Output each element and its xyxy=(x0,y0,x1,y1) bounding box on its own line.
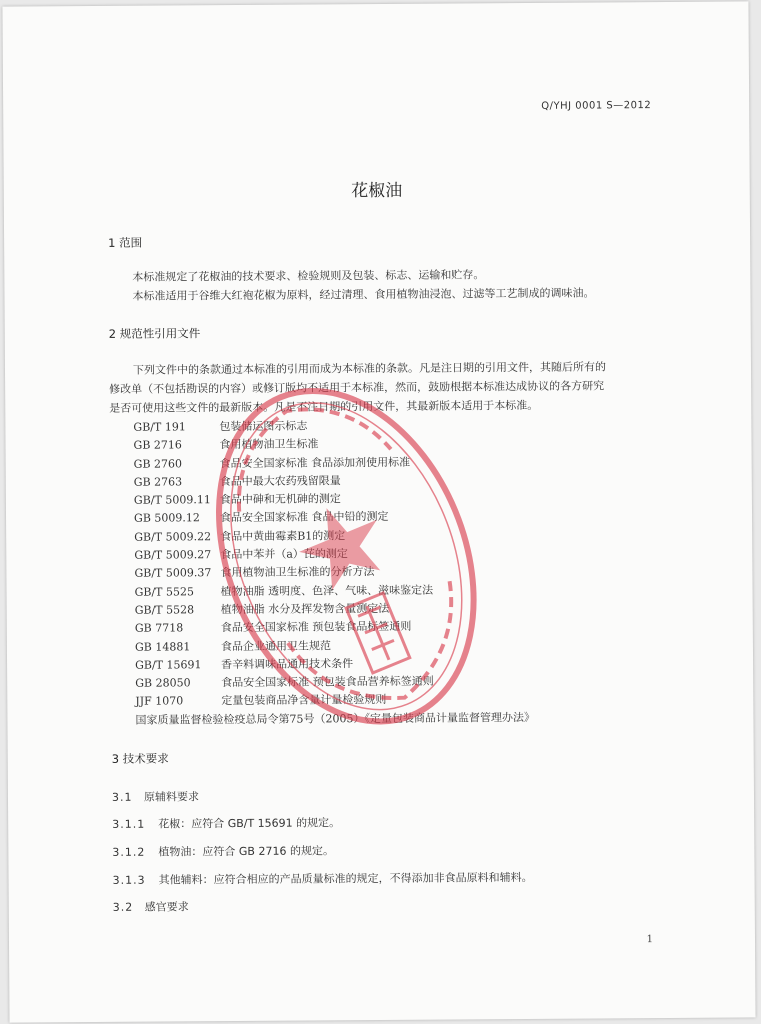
reference-code: GB 28050 xyxy=(135,676,191,690)
reference-code: GB 2760 xyxy=(133,456,183,471)
clause-number: 3.1.1 xyxy=(112,817,146,831)
reference-code: GB/T 5009.11 xyxy=(133,493,211,507)
reference-code: GB 14881 xyxy=(134,639,191,654)
reference-title: 食用植物油卫生标准 xyxy=(219,437,319,452)
normative-intro-line-1: 下列文件中的条款通过本标准的引用而成为本标准的条款。凡是注日期的引用文件，其随后所有的 xyxy=(132,360,607,377)
reference-code: GB/T 191 xyxy=(133,420,186,434)
normative-intro-line-3: 是否可使用这些文件的最新版本。凡是不注日期的引用文件，其最新版本适用于本标准。 xyxy=(109,398,539,415)
clause-number: 3.1.2 xyxy=(112,845,146,859)
clause-number: 3.2 xyxy=(112,900,134,914)
reference-title: 食品安全国家标准 预包装食品营养标签通则 xyxy=(221,674,434,690)
reference-code: GB/T 5009.27 xyxy=(134,548,212,562)
clause-3-2 xyxy=(113,898,189,915)
reference-code: GB/T 5528 xyxy=(134,603,195,617)
reference-code: GB/T 5009.22 xyxy=(134,529,212,544)
reference-title: 食用植物油卫生标准的分析方法 xyxy=(220,565,375,580)
clause-text: 感官要求 xyxy=(144,900,189,914)
clause-text: 花椒：应符合 GB/T 15691 的规定。 xyxy=(158,816,341,831)
scope-paragraphs xyxy=(108,264,668,306)
document-page xyxy=(2,1,755,1022)
page-number: 1 xyxy=(646,934,654,946)
reference-title: 国家质量监督检验检疫总局令第75号（2005）《定量包装商品计量监督管理办法》 xyxy=(135,710,535,727)
document-title: 花椒油 xyxy=(351,180,403,202)
reference-title: 食品安全国家标准 食品中铅的测定 xyxy=(219,510,389,525)
reference-title: 植物油脂 水分及挥发物含量测定法 xyxy=(220,601,390,617)
reference-code: GB 7718 xyxy=(134,621,184,635)
section-2-heading: 2 规范性引用文件 xyxy=(108,326,201,341)
reference-code: GB/T 15691 xyxy=(135,658,202,672)
reference-title: 食品安全国家标准 预包装食品标签通则 xyxy=(220,620,412,635)
reference-title: 食品中砷和无机砷的测定 xyxy=(219,492,341,507)
section-1-heading: 1 范围 xyxy=(108,235,143,250)
clause-text: 原辅料要求 xyxy=(143,790,200,804)
reference-list xyxy=(133,416,535,730)
reference-item xyxy=(135,709,535,730)
normative-intro-line-2: 修改单（不包括勘误的内容）或修订版均不适用于本标准，然而，鼓励根据本标准达成协议的各方研究 xyxy=(109,379,605,396)
clause-3-1 xyxy=(112,788,199,805)
clause-text: 植物油：应符合 GB 2716 的规定。 xyxy=(158,844,334,859)
clause-text: 其他辅料：应符合相应的产品质量标准的规定，不得添加非食品原料和辅料。 xyxy=(158,870,533,887)
reference-code: GB/T 5009.37 xyxy=(134,566,212,581)
reference-title: 定量包装商品净含量计量检验规则 xyxy=(221,693,387,708)
clause-3-1-2 xyxy=(112,842,334,860)
reference-code: GB/T 5525 xyxy=(134,584,195,599)
clause-3-1-3 xyxy=(113,869,533,888)
scope-paragraph-2: 本标准适用于谷维大红袍花椒为原料，经过清理、食用植物油浸泡、过滤等工艺制成的调味油。 xyxy=(132,286,595,303)
reference-title: 食品中黄曲霉素B1的测定 xyxy=(220,529,346,543)
reference-code: JJF 1070 xyxy=(135,694,184,709)
reference-title: 食品安全国家标准 食品添加剂使用标准 xyxy=(219,455,411,470)
reference-title: 包装储运图示标志 xyxy=(219,419,308,434)
reference-title: 食品企业通用卫生规范 xyxy=(220,638,331,653)
reference-code: GB 2763 xyxy=(133,475,183,489)
standard-code: Q/YHJ 0001 S—2012 xyxy=(541,100,652,112)
section-3-heading: 3 技术要求 xyxy=(111,751,169,766)
reference-title: 植物油脂 透明度、色泽、气味、滋味鉴定法 xyxy=(220,583,434,598)
clause-number: 3.1 xyxy=(111,790,133,804)
reference-title: 食品中苯并（a）芘的测定 xyxy=(220,547,348,562)
reference-code: GB 2716 xyxy=(133,438,182,453)
scope-paragraph-1: 本标准规定了花椒油的技术要求、检验规则及包装、标志、运输和贮存。 xyxy=(132,268,485,284)
reference-title: 食品中最大农药残留限量 xyxy=(219,474,341,489)
reference-code: GB 5009.12 xyxy=(133,511,200,526)
reference-title: 香辛料调味品通用技术条件 xyxy=(221,657,354,671)
clause-number: 3.1.3 xyxy=(112,873,146,887)
normative-intro xyxy=(109,357,679,418)
clause-3-1-1 xyxy=(112,814,340,832)
